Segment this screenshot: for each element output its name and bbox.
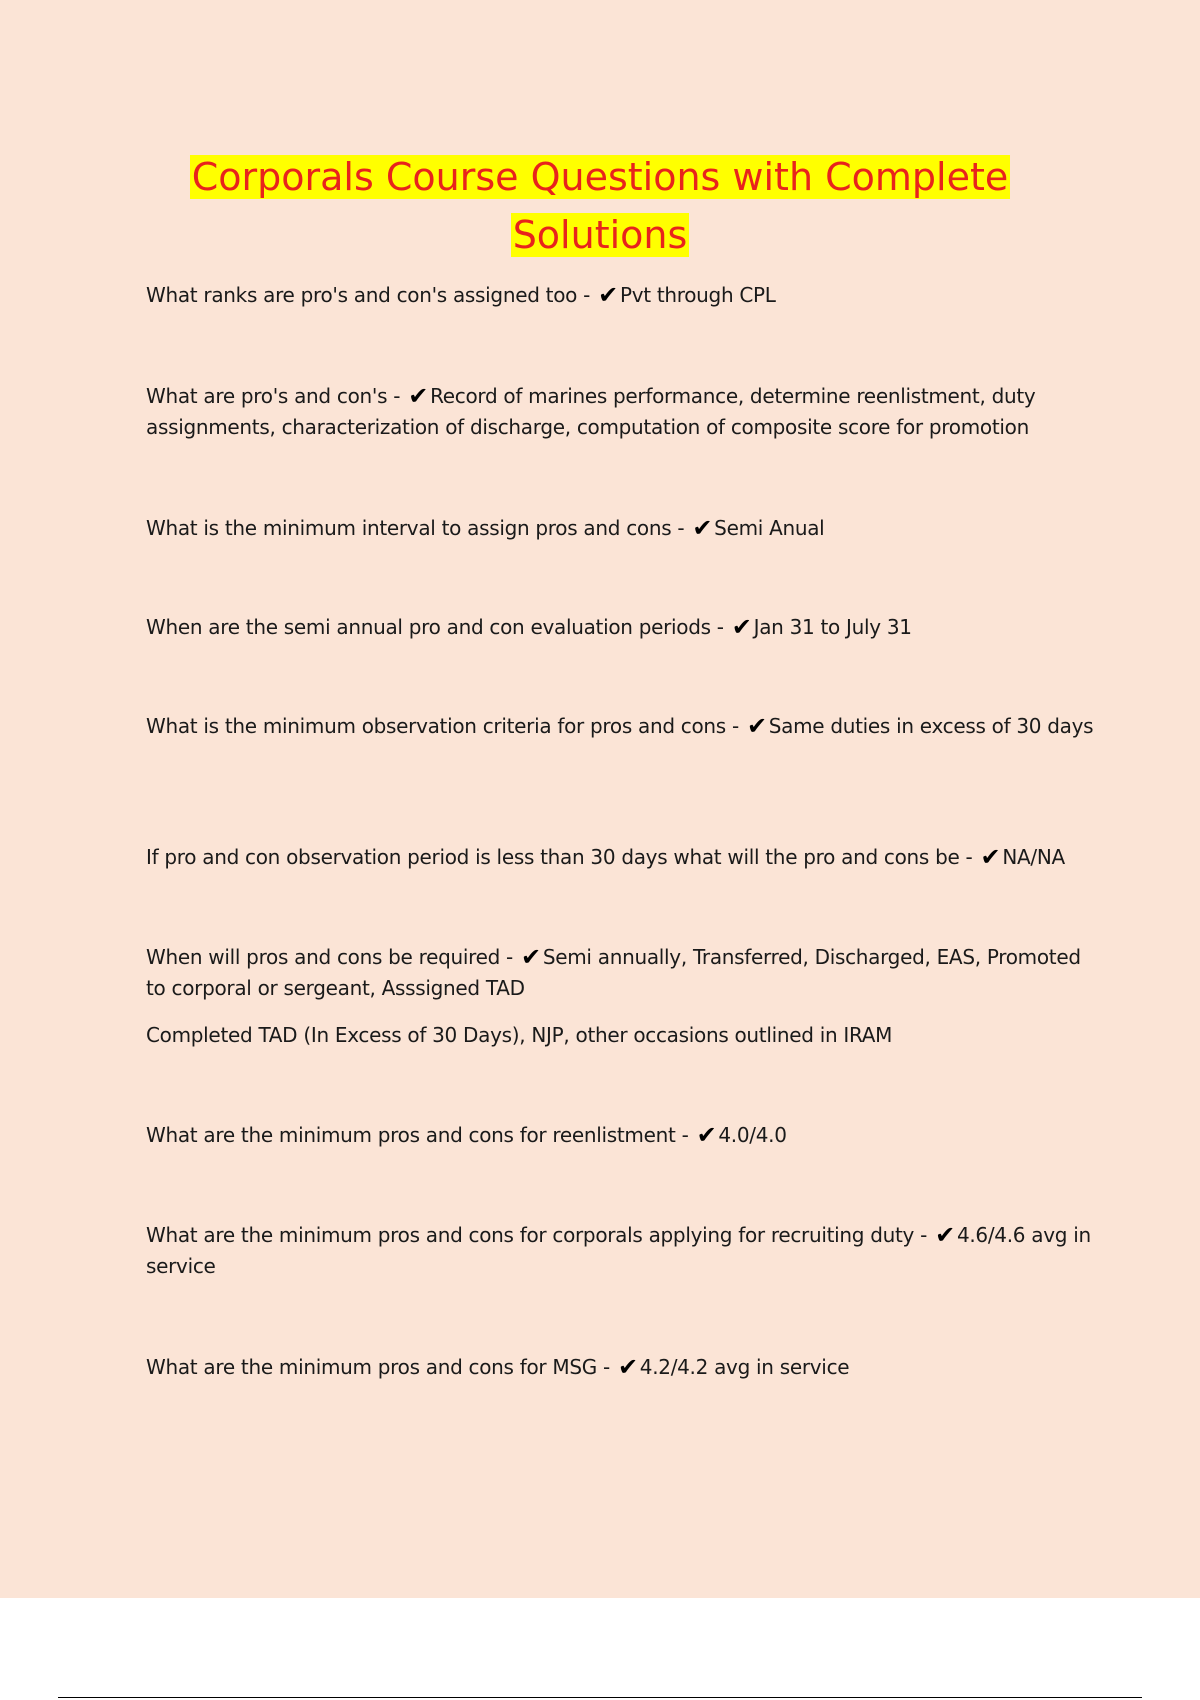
qa-item bbox=[146, 942, 1096, 1004]
checkmark-icon: ✔ bbox=[935, 1221, 955, 1249]
question-text: When are the semi annual pro and con evaluation periods - bbox=[146, 615, 724, 639]
question-text: If pro and con observation period is less than 30 days what will the pro and cons be - bbox=[146, 845, 973, 869]
qa-item bbox=[146, 612, 1096, 643]
answer-text: Semi Anual bbox=[714, 516, 825, 540]
checkmark-icon: ✔ bbox=[521, 943, 541, 971]
question-text: What ranks are pro's and con's assigned too - bbox=[146, 283, 591, 307]
checkmark-icon: ✔ bbox=[617, 1353, 638, 1381]
checkmark-icon: ✔ bbox=[731, 613, 752, 641]
question-text: What are pro's and con's - bbox=[146, 384, 401, 408]
answer-continuation-text: Completed TAD (In Excess of 30 Days), NJP, other occasions outlined in IRAM bbox=[146, 1023, 893, 1047]
question-text: What is the minimum observation criteria for pros and cons - bbox=[146, 714, 739, 738]
qa-item bbox=[146, 381, 1096, 443]
qa-item bbox=[146, 711, 1096, 742]
qa-item bbox=[146, 513, 1096, 544]
qa-item bbox=[146, 280, 1096, 311]
question-text: What is the minimum interval to assign pros and cons - bbox=[146, 516, 685, 540]
question-text: What are the minimum pros and cons for corporals applying for recruiting duty - bbox=[146, 1223, 928, 1247]
qa-item bbox=[146, 842, 1096, 873]
question-text: What are the minimum pros and cons for MSG - bbox=[146, 1355, 610, 1379]
checkmark-icon: ✔ bbox=[980, 843, 1001, 871]
answer-text: Jan 31 to July 31 bbox=[753, 615, 912, 639]
checkmark-icon: ✔ bbox=[746, 712, 767, 740]
checkmark-icon: ✔ bbox=[598, 281, 618, 309]
question-text: What are the minimum pros and cons for reenlistment - bbox=[146, 1123, 689, 1147]
qa-item bbox=[146, 1120, 1096, 1151]
qa-item bbox=[146, 1220, 1096, 1282]
document-title bbox=[100, 148, 1100, 264]
title-line-2: Solutions bbox=[512, 213, 688, 257]
checkmark-icon: ✔ bbox=[696, 1121, 717, 1149]
answer-text: 4.2/4.2 avg in service bbox=[639, 1355, 850, 1379]
footer-divider bbox=[58, 1697, 1142, 1698]
answer-text: Same duties in excess of 30 days bbox=[768, 714, 1094, 738]
qa-item bbox=[146, 1352, 1096, 1383]
answer-text: Semi annually, Transferred, Discharged, EAS, Promoted to corporal or sergeant, Asssigned TAD bbox=[146, 945, 1081, 1000]
question-text: When will pros and cons be required - bbox=[146, 945, 513, 969]
answer-text: Pvt through CPL bbox=[619, 283, 776, 307]
checkmark-icon: ✔ bbox=[692, 514, 713, 542]
qa-continuation bbox=[146, 1020, 1096, 1051]
answer-text: 4.6/4.6 avg in service bbox=[146, 1223, 1091, 1278]
answer-text: Record of marines performance, determine reenlistment, duty assignments, characterization of discharge, computation of composite score for promotion bbox=[146, 384, 1036, 439]
checkmark-icon: ✔ bbox=[408, 382, 429, 410]
title-line-1: Corporals Course Questions with Complete bbox=[191, 155, 1009, 199]
answer-text: 4.0/4.0 bbox=[718, 1123, 787, 1147]
answer-text: NA/NA bbox=[1002, 845, 1065, 869]
